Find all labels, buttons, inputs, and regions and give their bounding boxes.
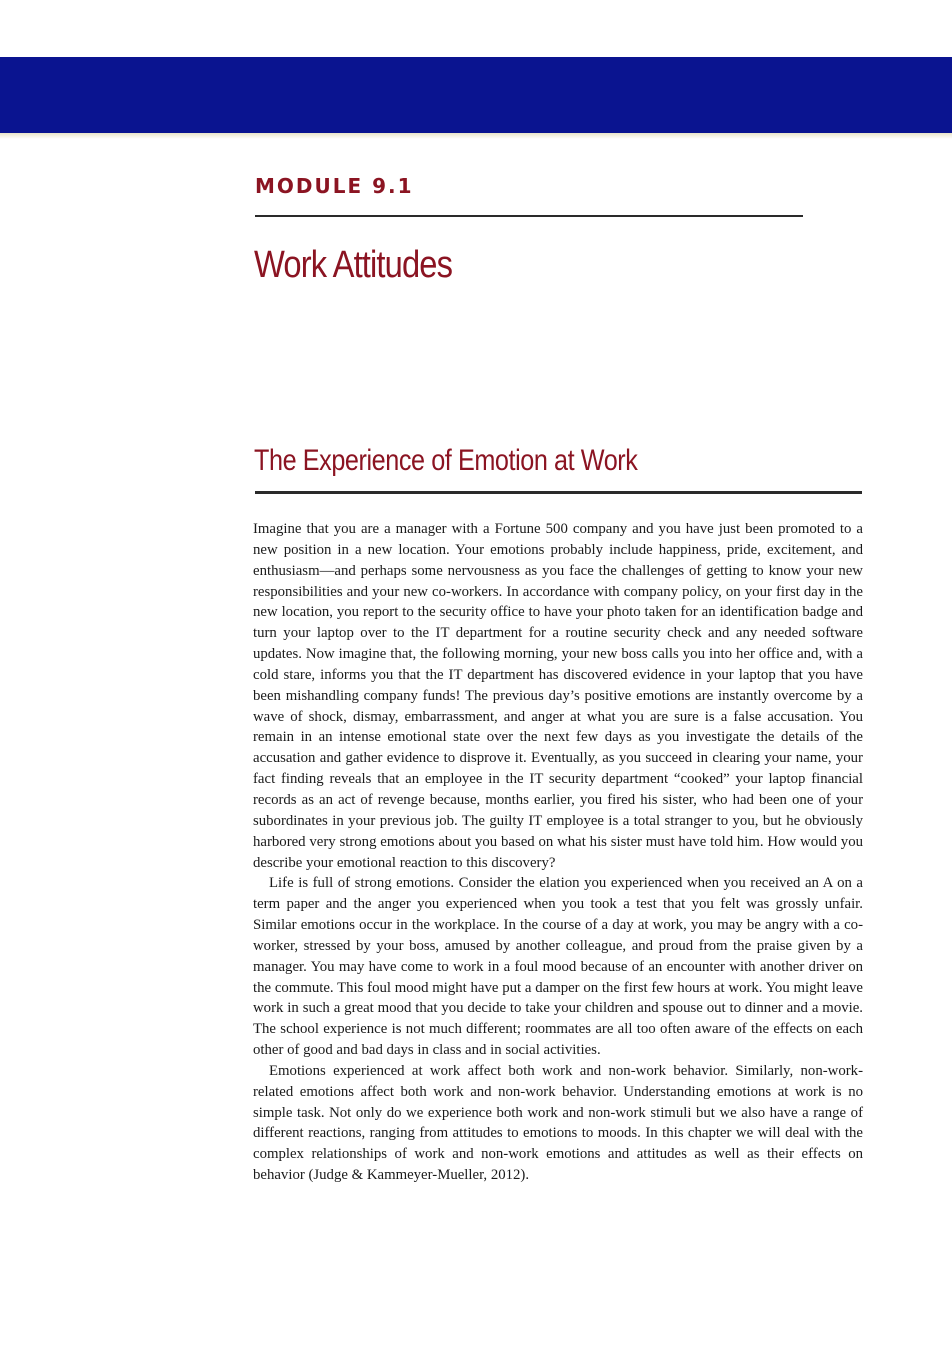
header-band: [0, 57, 952, 133]
paragraph-2: Life is full of strong emotions. Consider the elation you experienced when you received an A on a term paper and the anger you experienced when you took a test that you felt was grossly unfair. Similar emotions occur in the workplace. In the course of a day at work, you may be angry with a co-worker, stressed by your boss, amused by another colleague, and proud from the praise given by a manager. You may have come to work in a foul mood because of an encounter with another driver on the commute. This foul mood might have put a damper on the first few hours at work. You might leave work in such a great mood that you decide to take your children and spouse out to dinner and a movie. The school experience is not much different; roommates are all too often aware of the effects on each other of good and bad days in class and in social activities.: [253, 875, 863, 1059]
section-heading: The Experience of Emotion at Work: [254, 444, 638, 477]
module-label: MODULE 9.1: [255, 174, 414, 198]
paragraph-3: Emotions experienced at work affect both work and non-work behavior. Similarly, non-work-related emotions affect both work and non-work behavior. Understanding emotions at work is no simple task. Not only do we experience both work and non-work stimuli but we also have a range of different reactions, ranging from attitudes to emotions to moods. In this chapter we will deal with the complex relationships of work and non-work emotions and attitudes as well as their effects on behavior (Judge & Kammeyer-Mueller, 2012).: [253, 1062, 863, 1184]
header-band-shadow: [0, 133, 952, 139]
module-divider: [255, 215, 803, 217]
module-title: Work Attitudes: [254, 244, 453, 286]
paragraph-1: Imagine that you are a manager with a Fortune 500 company and you have just been promoted to a new position in a new location. Your emotions probably include happiness, pride, excitement, and enthusiasm—and perhaps some nervousness as you face the challenges of getting to know your new responsibilities and your new co-workers. In accordance with company policy, on your first day in the new location, you report to the security office to have your photo taken for an identification badge and turn your laptop over to the IT department for a routine security check and any needed software updates. Now imagine that, the following morning, your new boss calls you into her office and, with a cold stare, informs you that the IT department has discovered evidence in your laptop that you have been mishandling company funds! The previous day’s positive emotions are instantly overcome by a wave of shock, dismay, embarrassment, and anger at what you are sure is a false accusation. You remain in an intense emotional state over the next few days as you investigate the details of the accusation and gather evidence to disprove it. Eventually, as you succeed in clearing your name, your fact finding reveals that an employee in the IT security department “cooked” your laptop financial records as an act of revenge because, months earlier, you fired his sister, who had been one of your subordinates in your previous job. The guilty IT employee is a total stranger to you, but he obviously harbored very strong emotions about you based on what his sister must have told him. How would you describe your emotional reaction to this discovery?: [253, 521, 863, 871]
section-divider: [255, 491, 862, 494]
body-text: [253, 519, 863, 1186]
